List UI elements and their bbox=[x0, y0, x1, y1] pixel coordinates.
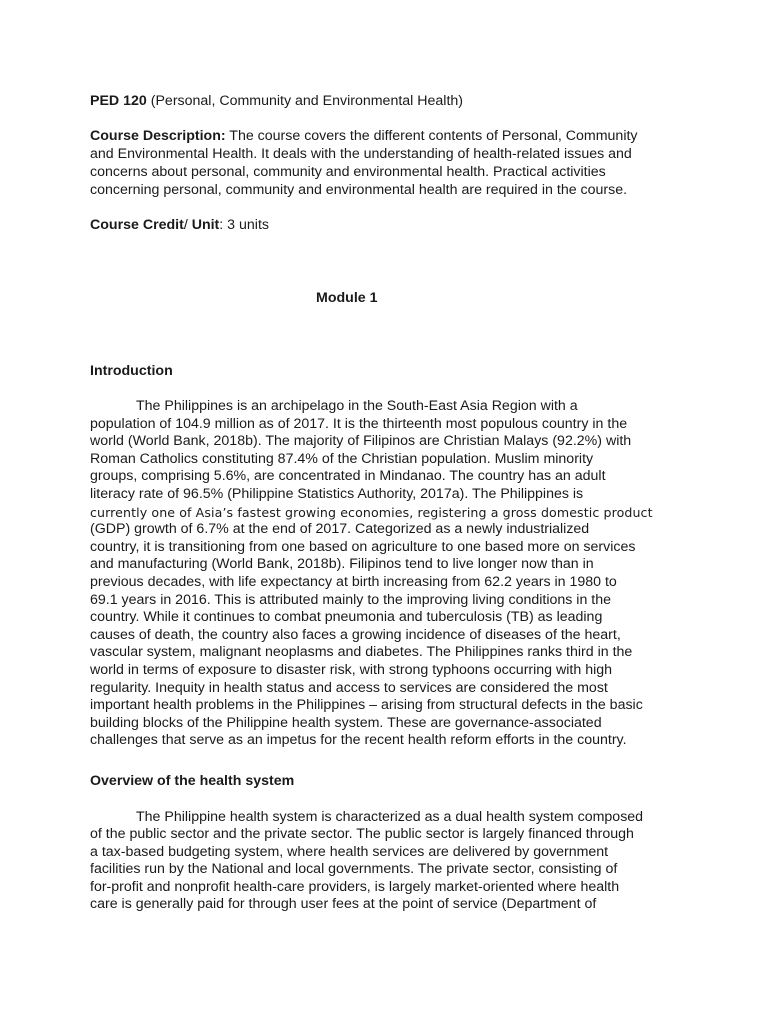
course-description-line: concerns about personal, community and environmental health. Practical activities bbox=[90, 163, 606, 180]
paragraph-line: groups, comprising 5.6%, are concentrated in Mindanao. The country has an adult bbox=[90, 468, 606, 485]
introduction-heading: Introduction bbox=[90, 363, 173, 379]
course-description-label: Course Description: bbox=[90, 127, 226, 144]
paragraph-line: The Philippine health system is characterized as a dual health system composed bbox=[136, 809, 644, 825]
paragraph-line: vascular system, malignant neoplasms and diabetes. The Philippines ranks third in the bbox=[90, 644, 633, 661]
paragraph-line: a tax-based budgeting system, where health services are delivered by government bbox=[90, 843, 609, 860]
paragraph-line: country. While it continues to combat pneumonia and tuberculosis (TB) as leading bbox=[90, 609, 603, 626]
paragraph-line: of the public sector and the private sector. The public sector is largely financed through bbox=[90, 826, 634, 843]
course-description-line: concerning personal, community and environmental health are required in the course. bbox=[90, 181, 628, 198]
paragraph-line: facilities run by the National and local governments. The private sector, consisting of bbox=[90, 861, 618, 878]
overview-paragraph bbox=[90, 809, 643, 913]
paragraph-line: world (World Bank, 2018b). The majority of Filipinos are Christian Malays (92.2%) with bbox=[90, 433, 632, 450]
course-heading bbox=[90, 93, 690, 111]
paragraph-line: challenges that serve as an impetus for the recent health reform efforts in the country. bbox=[90, 732, 627, 749]
paragraph-line: important health problems in the Philippines – arising from structural defects in the basic bbox=[90, 697, 643, 714]
course-credit-slash: / bbox=[183, 217, 192, 234]
paragraph-line: population of 104.9 million as of 2017. It is the thirteenth most populous country in the bbox=[90, 415, 628, 432]
introduction-paragraph bbox=[90, 398, 653, 750]
paragraph-line: care is generally paid for through user fees at the point of service (Department of bbox=[90, 895, 597, 912]
paragraph-line: (GDP) growth of 6.7% at the end of 2017. Categorized as a newly industrialized bbox=[90, 521, 590, 538]
paragraph-line: 69.1 years in 2016. This is attributed mainly to the improving living conditions in the bbox=[90, 591, 612, 608]
paragraph-line: currently one of Asia’s fastest growing economies, registering a gross domestic product bbox=[90, 504, 653, 520]
paragraph-line: regularity. Inequity in health status and access to services are considered the most bbox=[90, 679, 608, 696]
paragraph-line: country, it is transitioning from one based on agriculture to one based more on services bbox=[90, 538, 636, 555]
course-unit-label: Unit bbox=[191, 217, 220, 234]
course-description-line: and Environmental Health. It deals with the understanding of health-related issues and bbox=[90, 145, 632, 162]
paragraph-line: Roman Catholics constituting 87.4% of the Christian population. Muslim minority bbox=[90, 450, 594, 467]
paragraph-line: The Philippines is an archipelago in the South-East Asia Region with a bbox=[136, 398, 578, 414]
paragraph-line: building blocks of the Philippine health system. These are governance-associated bbox=[90, 714, 602, 731]
course-credit-label: Course Credit bbox=[90, 217, 184, 234]
paragraph-line: literacy rate of 96.5% (Philippine Statistics Authority, 2017a). The Philippines is bbox=[90, 485, 584, 502]
course-header-block bbox=[90, 93, 690, 235]
course-credit bbox=[90, 217, 690, 235]
paragraph-line: causes of death, the country also faces a growing incidence of diseases of the heart, bbox=[90, 626, 621, 643]
paragraph-line: for-profit and nonprofit health-care providers, is largely market-oriented where health bbox=[90, 878, 620, 895]
course-credit-value: : 3 units bbox=[219, 217, 269, 234]
paragraph-line: previous decades, with life expectancy at birth increasing from 62.2 years in 1980 to bbox=[90, 573, 617, 590]
paragraph-line: world in terms of exposure to disaster risk, with strong typhoons occurring with high bbox=[90, 661, 613, 678]
overview-heading: Overview of the health system bbox=[90, 773, 295, 789]
course-title: (Personal, Community and Environmental Health) bbox=[146, 93, 464, 109]
module-title: Module 1 bbox=[316, 290, 378, 306]
course-description-line bbox=[90, 128, 690, 146]
paragraph-line: and manufacturing (World Bank, 2018b). Filipinos tend to live longer now than in bbox=[90, 556, 594, 573]
course-code: PED 120 bbox=[90, 93, 147, 109]
course-description bbox=[90, 128, 690, 200]
course-description-text: The course covers the different contents of Personal, Community bbox=[225, 127, 638, 144]
